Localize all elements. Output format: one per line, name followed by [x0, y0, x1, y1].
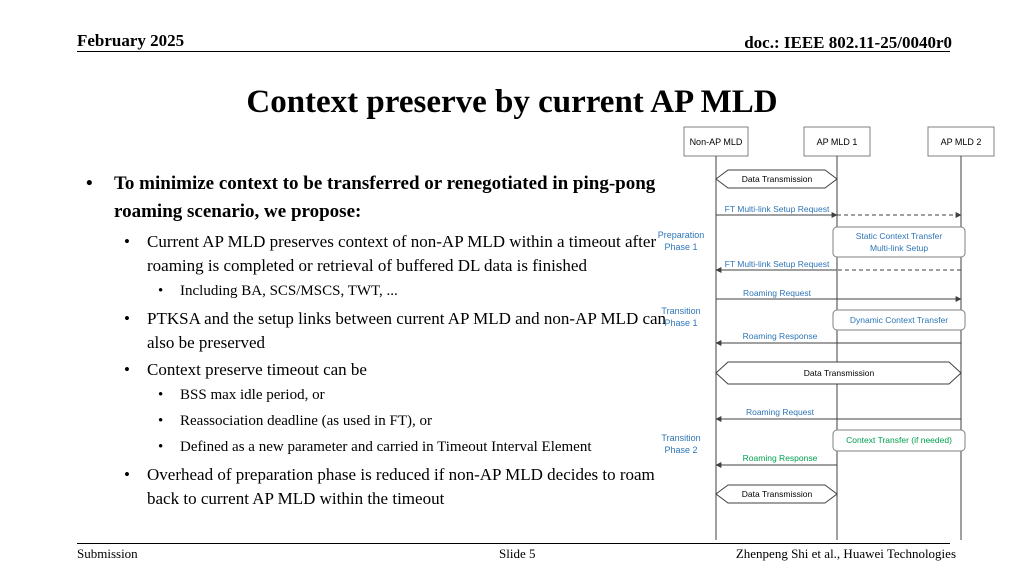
roaming-response-label-1: Roaming Response [742, 331, 818, 341]
bullet-item: • PTKSA and the setup links between current AP MLD and non-AP MLD can also be preserved [124, 309, 667, 352]
context-transfer-if-needed-label: Context Transfer (if needed) [846, 435, 952, 445]
phase-label-transition-2-num: Phase 2 [664, 445, 698, 455]
slide-title: Context preserve by current AP MLD [246, 84, 778, 120]
bullet-item: • Context preserve timeout can be [124, 360, 367, 379]
phase-label-transition-2: Transition [661, 433, 701, 443]
ft-setup-request-label-1: FT Multi-link Setup Request [724, 204, 830, 214]
phase-label-transition-1: Transition [661, 306, 701, 316]
static-context-transfer-label: Static Context Transfer [855, 231, 943, 241]
footer-divider [77, 543, 950, 544]
data-transmission-label-3: Data Transmission [741, 489, 813, 499]
roaming-request-label-1: Roaming Request [742, 288, 812, 298]
bullet-item: • Current AP MLD preserves context of non-AP MLD within a timeout after roaming is completed or retrieval of buffered DL data is finished [124, 232, 657, 275]
phase-label-transition-1-num: Phase 1 [664, 318, 698, 328]
footer-slide-number: Slide 5 [499, 546, 536, 561]
footer-submission: Submission [77, 546, 138, 561]
header-date: February 2025 [77, 31, 185, 50]
entity-label-non-ap-mld: Non-AP MLD [689, 137, 743, 147]
multi-link-setup-label: Multi-link Setup [869, 243, 929, 253]
roaming-request-label-2: Roaming Request [745, 407, 815, 417]
ft-setup-request-label-2: FT Multi-link Setup Request [724, 259, 830, 269]
bullet-sub-item: • Including BA, SCS/MSCS, TWT, ... [158, 283, 398, 299]
bullet-sub-item: • Defined as a new parameter and carried in Timeout Interval Element [158, 439, 592, 455]
footer-authors: Zhenpeng Shi et al., Huawei Technologies [735, 546, 956, 561]
entity-label-ap-mld-2: AP MLD 2 [940, 137, 982, 147]
header-doc-id: doc.: IEEE 802.11-25/0040r0 [744, 33, 952, 52]
data-transmission-label-1: Data Transmission [741, 174, 813, 184]
bullet-sub-item: • Reassociation deadline (as used in FT), or [158, 413, 433, 429]
bullet-main: • To minimize context to be transferred or renegotiated in ping-pong roaming scenario, we propose: [86, 173, 656, 222]
bullet-sub-item: • BSS max idle period, or [158, 387, 325, 403]
entity-label-ap-mld-1: AP MLD 1 [816, 137, 858, 147]
phase-label-preparation-num: Phase 1 [664, 242, 698, 252]
data-transmission-label-2: Data Transmission [803, 368, 875, 378]
phase-label-preparation: Preparation [657, 230, 705, 240]
dynamic-context-transfer-label: Dynamic Context Transfer [849, 315, 949, 325]
roaming-response-label-2: Roaming Response [742, 453, 818, 463]
bullet-item: • Overhead of preparation phase is reduced if non-AP MLD decides to roam back to current AP MLD within the timeout [124, 465, 655, 508]
